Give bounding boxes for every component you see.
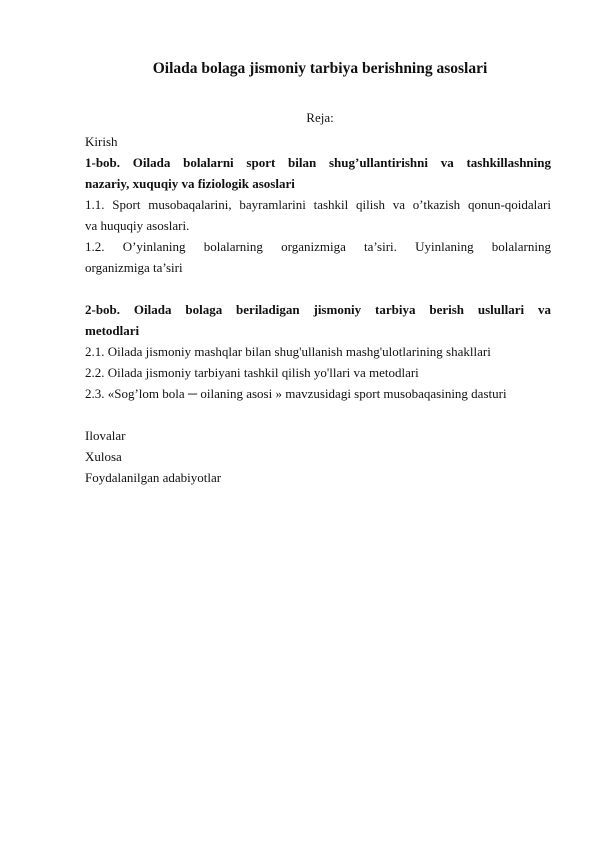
section-1-2-line1: 1.2. O’yinlaning bolalarning organizmiga ta’siri. Uyinlaning bolalarning — [85, 239, 551, 254]
chapter2-heading-line1: 2-bob. Oilada bolaga beriladigan jismoniy tarbiya berish uslullari va — [85, 302, 551, 317]
spacer — [85, 278, 551, 299]
toc-conclusion: Xulosa — [85, 449, 122, 464]
document-title: Oilada bolaga jismoniy tarbiya berishning asoslari — [152, 60, 488, 77]
section-1-2-line2: organizmiga ta’siri — [85, 260, 183, 275]
chapter1-heading-line2: nazariy, xuquqiy va fiziologik asoslari — [85, 176, 295, 191]
chapter2-heading-line2: metodlari — [85, 323, 140, 338]
chapter1-heading-line1: 1-bob. Oilada bolalarni sport bilan shug’ullantirishni va tashkillashning — [85, 155, 551, 170]
toc-references: Foydalanilgan adabiyotlar — [85, 470, 222, 485]
section-2-2: 2.2. Oilada jismoniy tarbiyani tashkil qilish yo'llari va metodlari — [85, 365, 419, 380]
toc-appendix: Ilovalar — [85, 428, 126, 443]
toc-intro: Kirish — [85, 134, 118, 149]
plan-label: Reja: — [306, 110, 334, 125]
spacer — [85, 404, 551, 425]
section-2-3: 2.3. «Sog’lom bola ─ oilaning asosi » mavzusidagi sport musobaqasining dasturi — [85, 386, 507, 401]
table-of-contents — [85, 131, 551, 488]
section-1-1-line2: va huquqiy asoslari. — [85, 218, 190, 233]
section-2-1: 2.1. Oilada jismoniy mashqlar bilan shug'ullanish mashg'ulotlarining shakllari — [85, 344, 491, 359]
section-1-1-line1: 1.1. Sport musobaqalarini, bayramlarini tashkil qilish va o’tkazish qonun-qoidalari — [85, 197, 551, 212]
